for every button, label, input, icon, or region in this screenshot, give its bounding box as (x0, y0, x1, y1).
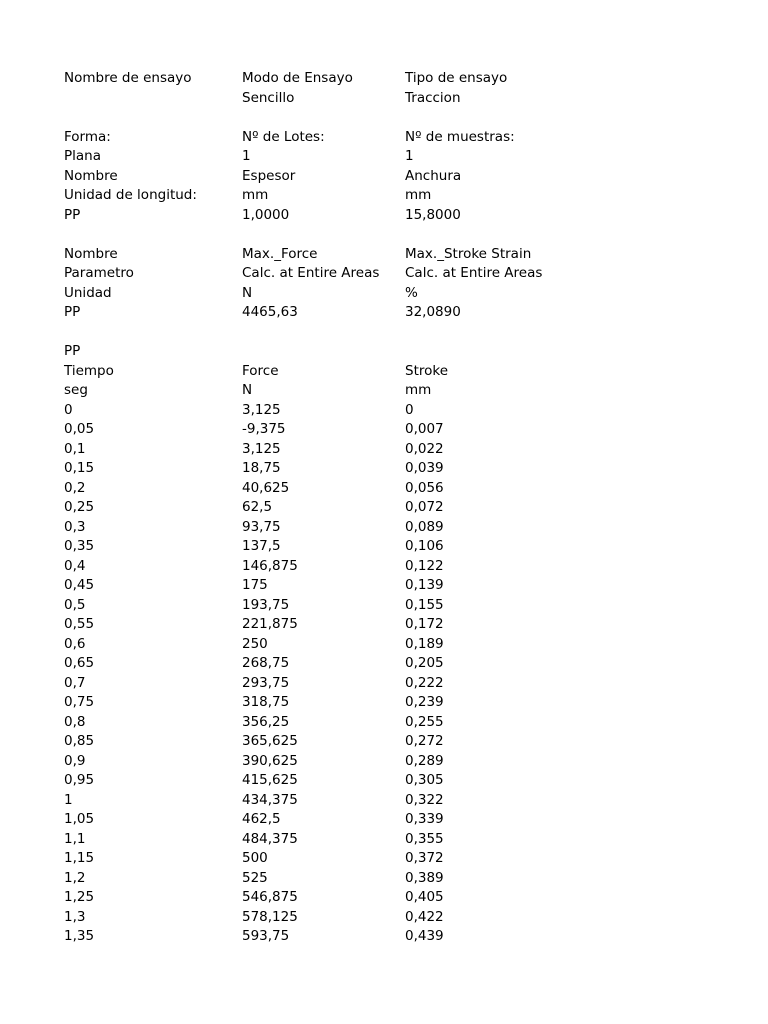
force-value: 62,5 (242, 499, 273, 515)
force-value: 546,875 (242, 889, 298, 905)
data-row (64, 518, 704, 538)
stroke-value: 0,139 (405, 577, 444, 593)
header-row (64, 89, 704, 109)
stroke-value: 0,122 (405, 557, 444, 574)
data-rows (64, 401, 704, 947)
cell: N (242, 284, 253, 301)
unit-force: N (242, 382, 253, 398)
time-value: 1,1 (64, 830, 86, 847)
stroke-value: 0,422 (405, 908, 444, 925)
spacer (64, 323, 704, 343)
force-value: 250 (242, 635, 268, 652)
time-value: 0,95 (64, 772, 95, 788)
time-value: 0,25 (64, 499, 95, 515)
column-header-stroke: Stroke (405, 362, 449, 379)
stroke-value: 0,172 (405, 616, 444, 632)
specimen-row (64, 186, 704, 206)
force-value: 3,125 (242, 401, 281, 418)
time-value: 1,05 (64, 811, 95, 827)
stroke-value: 0,272 (405, 733, 444, 749)
force-value: 137,5 (242, 538, 281, 554)
unit-time: seg (64, 382, 88, 398)
specimen-row (64, 167, 704, 187)
data-row (64, 908, 704, 928)
cell: 32,0890 (405, 304, 461, 320)
time-value: 0,15 (64, 460, 95, 476)
stroke-value: 0 (405, 401, 414, 418)
data-row (64, 537, 704, 557)
test-mode-value: Sencillo (242, 89, 295, 106)
time-value: 0,65 (64, 655, 95, 671)
data-row (64, 576, 704, 596)
data-section-label: PP (64, 343, 81, 359)
stroke-value: 0,389 (405, 869, 444, 886)
time-value: 0,9 (64, 752, 86, 769)
force-value: 434,375 (242, 791, 298, 808)
force-value: 93,75 (242, 518, 281, 535)
test-report-sheet (64, 69, 704, 947)
data-row (64, 635, 704, 655)
stroke-value: 0,007 (405, 421, 444, 437)
stroke-value: 0,222 (405, 674, 444, 691)
force-value: 593,75 (242, 928, 290, 944)
data-row (64, 693, 704, 713)
cell: Max._Force (242, 245, 318, 262)
time-value: 0,2 (64, 479, 86, 496)
data-column-units (64, 381, 704, 401)
time-value: 1,25 (64, 889, 95, 905)
time-value: 1,35 (64, 928, 95, 944)
data-row (64, 674, 704, 694)
test-name-value (64, 89, 242, 109)
cell: PP (64, 206, 81, 223)
stroke-value: 0,039 (405, 460, 444, 476)
time-value: 0,8 (64, 713, 86, 730)
data-row (64, 479, 704, 499)
stroke-value: 0,372 (405, 850, 444, 866)
force-value: 40,625 (242, 479, 290, 496)
time-value: 1 (64, 791, 73, 808)
results-row (64, 303, 704, 323)
stroke-value: 0,155 (405, 596, 444, 613)
data-row (64, 752, 704, 772)
cell: Nombre (64, 245, 118, 262)
cell: 1 (242, 148, 251, 164)
stroke-value: 0,305 (405, 772, 444, 788)
cell: Parametro (64, 265, 134, 281)
force-value: 268,75 (242, 655, 290, 671)
force-value: 221,875 (242, 616, 298, 632)
cell: 1 (405, 148, 414, 164)
force-value: 18,75 (242, 460, 281, 476)
data-row (64, 732, 704, 752)
force-value: 146,875 (242, 557, 298, 574)
cell: Max._Stroke Strain (405, 245, 532, 262)
data-row (64, 654, 704, 674)
time-value: 0,1 (64, 440, 86, 457)
time-value: 0 (64, 401, 73, 418)
results-row (64, 284, 704, 304)
force-value: 193,75 (242, 596, 290, 613)
time-value: 0,6 (64, 635, 86, 652)
time-value: 0,45 (64, 577, 95, 593)
data-row (64, 869, 704, 889)
time-value: 0,4 (64, 557, 86, 574)
data-row (64, 791, 704, 811)
test-type-label: Tipo de ensayo (405, 70, 508, 86)
data-row (64, 888, 704, 908)
cell: Nº de Lotes: (242, 128, 325, 145)
force-value: 365,625 (242, 733, 298, 749)
unit-stroke: mm (405, 382, 432, 398)
cell: Unidad (64, 284, 112, 301)
force-value: 525 (242, 869, 268, 886)
stroke-value: 0,322 (405, 791, 444, 808)
data-row (64, 830, 704, 850)
cell: Unidad de longitud: (64, 187, 197, 203)
data-row (64, 401, 704, 421)
cell: Calc. at Entire Areas (242, 265, 380, 281)
time-value: 0,35 (64, 538, 95, 554)
time-value: 0,85 (64, 733, 95, 749)
force-value: 578,125 (242, 908, 298, 925)
force-value: 500 (242, 850, 268, 866)
time-value: 1,2 (64, 869, 86, 886)
cell: mm (405, 187, 432, 203)
specimen-row (64, 147, 704, 167)
data-row (64, 557, 704, 577)
cell: 15,8000 (405, 206, 461, 223)
header-row (64, 69, 704, 89)
time-value: 0,7 (64, 674, 86, 691)
stroke-value: 0,056 (405, 479, 444, 496)
cell: Plana (64, 148, 101, 164)
stroke-value: 0,106 (405, 538, 444, 554)
time-value: 0,3 (64, 518, 86, 535)
time-value: 0,75 (64, 694, 95, 710)
force-value: 175 (242, 577, 268, 593)
data-row (64, 713, 704, 733)
cell: 4465,63 (242, 304, 298, 320)
cell: % (405, 284, 418, 301)
column-header-time: Tiempo (64, 362, 114, 379)
time-value: 0,55 (64, 616, 95, 632)
stroke-value: 0,355 (405, 830, 444, 847)
cell: Anchura (405, 167, 462, 184)
stroke-value: 0,022 (405, 440, 444, 457)
time-value: 1,15 (64, 850, 95, 866)
data-row (64, 849, 704, 869)
force-value: -9,375 (242, 421, 286, 437)
cell: Nombre (64, 167, 118, 184)
data-row (64, 596, 704, 616)
results-row (64, 245, 704, 265)
cell: 1,0000 (242, 206, 290, 223)
results-row (64, 264, 704, 284)
data-row (64, 771, 704, 791)
force-value: 293,75 (242, 674, 290, 691)
column-header-force: Force (242, 362, 279, 379)
stroke-value: 0,255 (405, 713, 444, 730)
data-row (64, 810, 704, 830)
stroke-value: 0,439 (405, 928, 444, 944)
specimen-row (64, 206, 704, 226)
stroke-value: 0,205 (405, 655, 444, 671)
test-name-label: Nombre de ensayo (64, 70, 192, 86)
time-value: 0,5 (64, 596, 86, 613)
cell: mm (242, 187, 269, 203)
spacer (64, 225, 704, 245)
stroke-value: 0,405 (405, 889, 444, 905)
stroke-value: 0,189 (405, 635, 444, 652)
stroke-value: 0,289 (405, 752, 444, 769)
cell: PP (64, 304, 81, 320)
specimen-row (64, 128, 704, 148)
stroke-value: 0,089 (405, 518, 444, 535)
cell: Forma: (64, 128, 111, 145)
cell: Calc. at Entire Areas (405, 265, 543, 281)
data-row (64, 498, 704, 518)
cell: Nº de muestras: (405, 128, 515, 145)
test-mode-label: Modo de Ensayo (242, 70, 353, 86)
stroke-value: 0,239 (405, 694, 444, 710)
data-row (64, 440, 704, 460)
stroke-value: 0,072 (405, 499, 444, 515)
data-row (64, 459, 704, 479)
time-value: 1,3 (64, 908, 86, 925)
data-row (64, 615, 704, 635)
spacer (64, 108, 704, 128)
force-value: 318,75 (242, 694, 290, 710)
force-value: 484,375 (242, 830, 298, 847)
data-section-label-row (64, 342, 704, 362)
data-row (64, 927, 704, 947)
force-value: 462,5 (242, 811, 281, 827)
test-type-value: Traccion (405, 89, 461, 106)
force-value: 390,625 (242, 752, 298, 769)
stroke-value: 0,339 (405, 811, 444, 827)
force-value: 356,25 (242, 713, 290, 730)
force-value: 3,125 (242, 440, 281, 457)
time-value: 0,05 (64, 421, 95, 437)
cell: Espesor (242, 167, 296, 184)
data-row (64, 420, 704, 440)
data-column-headers (64, 362, 704, 382)
force-value: 415,625 (242, 772, 298, 788)
